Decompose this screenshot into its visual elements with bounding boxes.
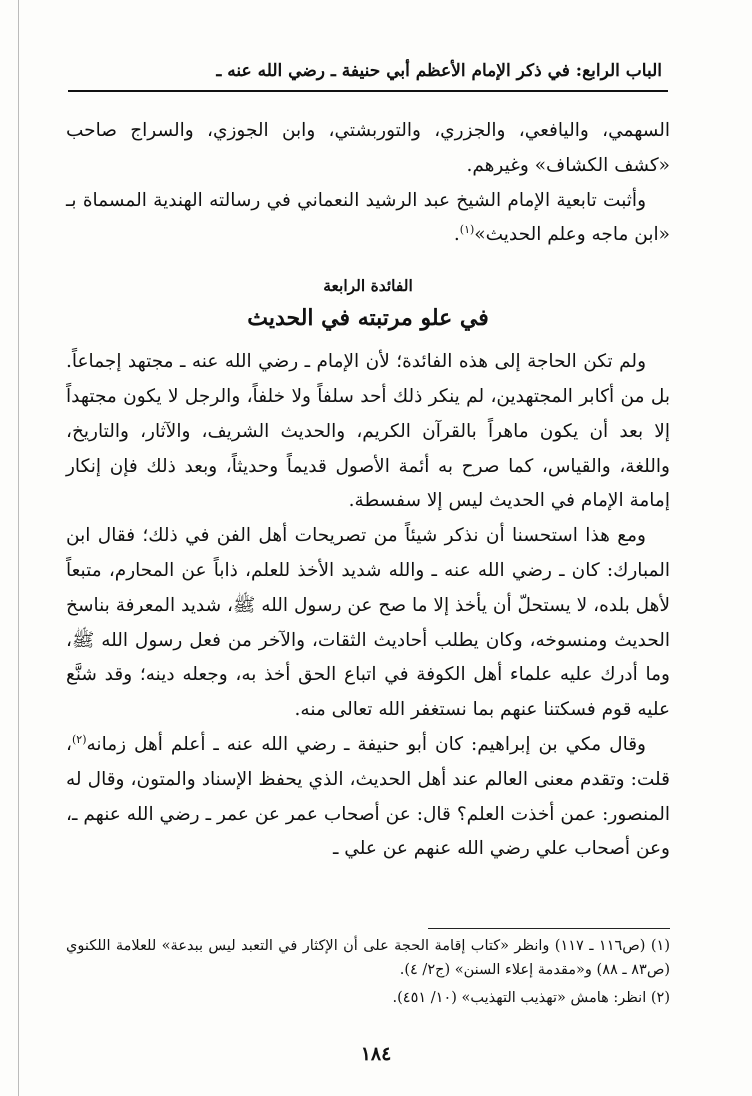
footnotes xyxy=(66,934,670,1014)
section-title: في علو مرتبته في الحديث xyxy=(247,305,489,332)
paragraph-continued xyxy=(66,114,670,184)
footnote-number: (٢) xyxy=(650,990,670,1006)
paragraph-text: ، قلت: وتقدم معنى العالم عند أهل الحديث، الذي يحفظ الإسناد والمتون، وقال له المنصور: عمن أخذت العلم؟ قال: عن أصحاب عمر عن عمر ـ رضي الله عنهم ـ، وعن أصحاب علي رضي الله عنهم عن علي ـ xyxy=(66,733,670,860)
paragraph-text: السهمي، واليافعي، والجزري، والتوربشتي، وابن الجوزي، والسراج صاحب «كشف الكشاف» وغيرهم. xyxy=(66,120,670,176)
header-rule xyxy=(68,90,668,92)
footnote-number: (١) xyxy=(650,938,671,954)
paragraph-text: وأثبت تابعية الإمام الشيخ عبد الرشيد النعماني في رسالته الهندية المسماة بـ «ابن ماجه وعلم الحديث» xyxy=(66,189,670,246)
paragraph-tabiyya xyxy=(66,184,670,254)
paragraph-text: ومع هذا استحسنا أن نذكر شيئاً من تصريحات أهل الفن في ذلك؛ فقال ابن المبارك: كان ـ رضي الله عنه ـ والله شديد الأخذ للعلم، ذاباً عن المحارم، متبعاً لأهل بلده، لا يستحلّ أن يأخذ إلا ما صح عن رسول الله ﷺ، شديد المعرفة بناسخ الحديث ومنسوخه، وكان يطلب أحاديث الثقات، والآخر من فعل رسول الله ﷺ، وما أدرك عليه علماء أهل الكوفة في اتباع الحق أخذ به، وجعله دينه؛ وقد شنَّع عليه قوم فسكتنا عنهم بما نستغفر الله تعالى منه. xyxy=(66,525,670,721)
page-number: ١٨٤ xyxy=(360,1043,392,1065)
footnote-ref-2[interactable]: (٢) xyxy=(71,732,87,746)
running-head: الباب الرابع: في ذكر الإمام الأعظم أبي حنيفة ـ رضي الله عنه ـ xyxy=(216,61,662,81)
paragraph-mujtahid xyxy=(66,345,670,519)
footnote-rule xyxy=(428,928,670,929)
footnote-1 xyxy=(66,934,670,982)
footnote-text: انظر: هامش «تهذيب التهذيب» (١٠/ ٤٥١). xyxy=(392,990,647,1006)
page-body xyxy=(66,114,670,867)
footnote-ref-1[interactable]: (١) xyxy=(459,223,475,237)
paragraph-tail: . xyxy=(453,224,460,246)
footnote-text: (ص١١٦ ـ ١١٧) وانظر «كتاب إقامة الحجة على أن الإكثار في التعبد ليس ببدعة» للعلامة اللكنوي (ص٨٣ ـ ٨٨) و«مقدمة إعلاء السنن» (ج٢/ ٤). xyxy=(66,938,670,978)
paragraph-ibn-mubarak xyxy=(66,519,670,728)
paragraph-text: وقال مكي بن إبراهيم: كان أبو حنيفة ـ رضي الله عنه ـ أعلم أهل زمانه xyxy=(86,733,646,755)
section-subtitle: الفائدة الرابعة xyxy=(323,276,413,296)
paragraph-text: ولم تكن الحاجة إلى هذه الفائدة؛ لأن الإمام ـ رضي الله عنه ـ مجتهد إجماعاً. بل من أكابر المجتهدين، لم ينكر ذلك أحد سلفاً ولا خلفاً، والرجل لا يكون مجتهداً إلا بعد أن يكون ماهراً بالقرآن الكريم، والحديث الشريف، والآثار، والتاريخ، واللغة، والقياس، كما صرح به أئمة الأصول قديماً وحديثاً، وبعد ذلك فإن إنكار إمامة الإمام في الحديث ليس إلا سفسطة. xyxy=(66,351,670,512)
page-edge-line xyxy=(18,0,19,1096)
footnote-2 xyxy=(66,986,670,1010)
paragraph-makki xyxy=(66,728,670,867)
